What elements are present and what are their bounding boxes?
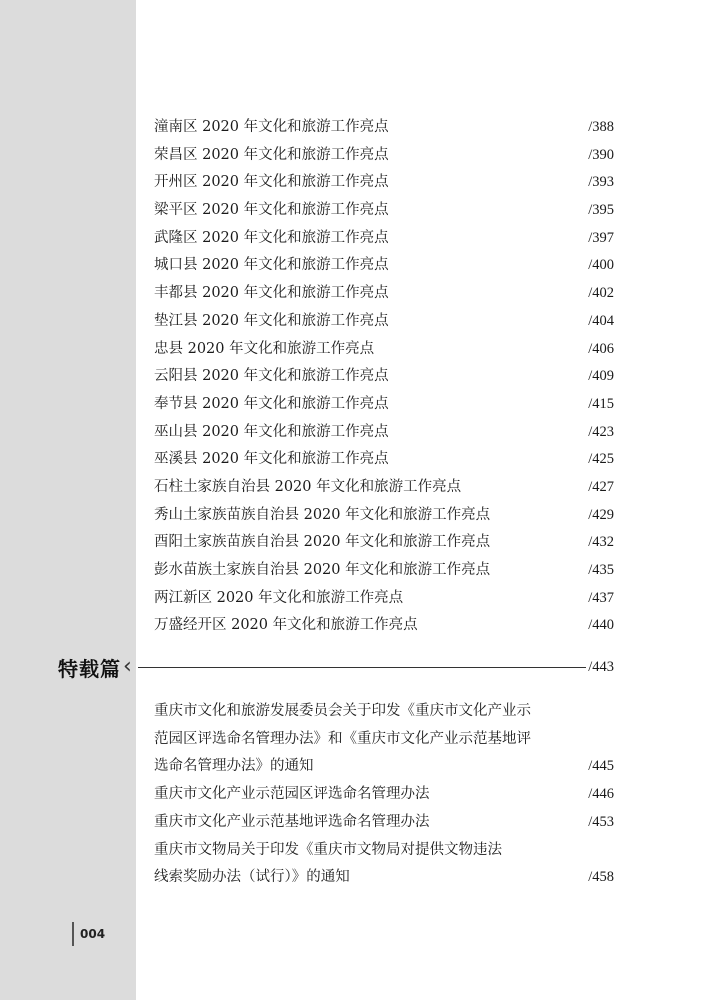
toc-entry-page: /425 [588,451,614,468]
chevron-left-icon: ‹ [123,654,132,679]
section-rule [138,667,586,668]
toc-list [154,114,614,640]
section-page: /443 [588,658,614,675]
left-margin-band [0,0,136,1000]
section-toc-list [154,698,614,892]
toc-entry-page: /423 [588,423,614,440]
toc-entry-title: 城口县 2020 年文化和旅游工作亮点 [154,257,389,274]
toc-entry-title: 垫江县 2020 年文化和旅游工作亮点 [154,312,389,329]
toc-entry-page: /402 [588,285,614,302]
toc-entry[interactable] [154,781,614,809]
toc-entry-page: /435 [588,562,614,578]
toc-entry[interactable] [154,280,614,308]
toc-entry[interactable] [154,529,614,557]
toc-entry-page: /388 [588,119,614,135]
toc-entry-title: 巫山县 2020 年文化和旅游工作亮点 [154,423,389,440]
toc-entry-page: /400 [588,257,614,274]
toc-entry-page: /404 [588,312,614,329]
toc-entry-title: 云阳县 2020 年文化和旅游工作亮点 [154,368,389,385]
toc-entry-page: /409 [588,368,614,385]
toc-entry-title: 巫溪县 2020 年文化和旅游工作亮点 [154,451,389,468]
toc-entry[interactable] [154,446,614,474]
toc-entry-title: 荣昌区 2020 年文化和旅游工作亮点 [154,146,389,163]
toc-entry-title: 秀山土家族苗族自治县 2020 年文化和旅游工作亮点 [154,506,491,523]
toc-entry-title: 酉阳土家族苗族自治县 2020 年文化和旅游工作亮点 [154,534,491,551]
toc-entry[interactable] [154,142,614,170]
toc-entry-title-line: 范园区评选命名管理办法》和《重庆市文化产业示范基地评 [154,730,531,747]
toc-entry-page: /397 [588,229,614,246]
toc-entry-title: 开州区 2020 年文化和旅游工作亮点 [154,174,389,191]
toc-entry-page: /415 [588,395,614,412]
toc-entry[interactable] [154,474,614,502]
toc-entry-page: /406 [588,340,614,357]
toc-entry-title: 丰都县 2020 年文化和旅游工作亮点 [154,285,389,302]
toc-entry[interactable] [154,557,614,585]
toc-entry[interactable] [154,169,614,197]
toc-entry[interactable] [154,225,614,253]
toc-entry-title-line: 重庆市文物局关于印发《重庆市文物局对提供文物违法 [154,841,502,858]
toc-entry[interactable] [154,502,614,530]
page-number-bar [72,922,74,946]
toc-entry-page: /429 [588,506,614,523]
toc-entry-title: 两江新区 2020 年文化和旅游工作亮点 [154,589,404,606]
toc-entry[interactable] [154,252,614,280]
toc-entry-title: 奉节县 2020 年文化和旅游工作亮点 [154,395,389,412]
toc-entry-page: /395 [588,202,614,219]
toc-entry-page: /446 [588,786,614,803]
toc-entry[interactable] [154,391,614,419]
toc-entry-page: /437 [588,589,614,606]
toc-entry-title: 彭水苗族土家族自治县 2020 年文化和旅游工作亮点 [154,562,491,578]
toc-entry[interactable] [154,837,614,892]
toc-entry-title-line: 重庆市文化和旅游发展委员会关于印发《重庆市文化产业示 [154,703,531,719]
toc-entry-title-line: 选命名管理办法》的通知 [154,758,314,775]
toc-entry-page: /393 [588,174,614,191]
toc-entry-title: 忠县 2020 年文化和旅游工作亮点 [154,340,375,357]
toc-entry[interactable] [154,809,614,837]
toc-entry[interactable] [154,114,614,142]
toc-entry-page: /440 [588,617,614,634]
toc-entry-title-line: 线索奖励办法（试行）》的通知 [154,869,350,886]
toc-entry[interactable] [154,585,614,613]
toc-entry-page: /427 [588,478,614,495]
toc-entry[interactable] [154,363,614,391]
section-heading[interactable] [58,650,614,684]
page-number-text: 004 [80,927,106,941]
toc-entry-title: 石柱土家族自治县 2020 年文化和旅游工作亮点 [154,478,462,495]
section-title: 特载篇 [58,656,121,681]
toc-entry-title-line: 重庆市文化产业示范园区评选命名管理办法 [154,786,430,803]
toc-entry[interactable] [154,612,614,640]
toc-entry-title-line: 重庆市文化产业示范基地评选命名管理办法 [154,813,430,830]
toc-entry[interactable] [154,698,614,781]
toc-entry[interactable] [154,308,614,336]
page-number [72,922,105,946]
toc-entry-page: /390 [588,146,614,163]
toc-entry-page: /458 [588,869,614,886]
toc-entry-title: 潼南区 2020 年文化和旅游工作亮点 [154,119,389,135]
toc-entry[interactable] [154,419,614,447]
toc-entry[interactable] [154,197,614,225]
toc-entry-page: /453 [588,813,614,830]
toc-entry-page: /445 [588,758,614,775]
toc-entry-page: /432 [588,534,614,551]
toc-entry-title: 梁平区 2020 年文化和旅游工作亮点 [154,202,389,219]
toc-entry-title: 武隆区 2020 年文化和旅游工作亮点 [154,229,389,246]
toc-entry-title: 万盛经开区 2020 年文化和旅游工作亮点 [154,617,418,634]
toc-entry[interactable] [154,336,614,364]
